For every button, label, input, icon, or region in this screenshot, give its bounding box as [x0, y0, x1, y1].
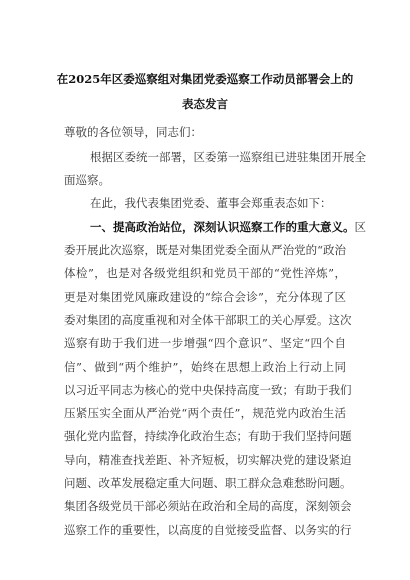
section-1-first-line — [90, 219, 366, 235]
paragraph-1-line-1: 根据区委统一部署，区委第一巡察组已进驻集团开展全 — [90, 150, 366, 164]
paragraph-2: 在此，我代表集团党委、董事会郑重表态如下： — [90, 196, 332, 210]
section-1-line: 导向，精准查找差距、补齐短板，切实解决党的建设紧迫 — [64, 453, 352, 467]
section-1-line: 强化党内监督，持续净化政治生态；有助于我们坚持问题 — [64, 429, 352, 443]
section-1-line: 巡察工作的重要性，以高度的自觉接受监督、以务实的行 — [64, 523, 352, 537]
section-1-line: 问题、改革发展稳定重大问题、职工群众急难愁盼问题。 — [64, 476, 352, 490]
salutation: 尊敬的各位领导，同志们： — [64, 125, 202, 139]
section-1-line: 压紧压实全面从严治党“两个责任”，规范党内政治生活 — [64, 406, 346, 420]
section-1-line: 集团各级党员干部必须站在政治和全局的高度，深刻领会 — [64, 499, 352, 513]
section-1-line: 委开展此次巡察，既是对集团党委全面从严治党的“政治 — [64, 243, 346, 257]
section-1-heading-tail: 区 — [354, 220, 366, 234]
document-title-line-1: 在2025年区委巡察组对集团党委巡察工作动员部署会上的 — [56, 72, 354, 86]
section-1-line: 巡察有助于我们进一步增强“四个意识”、坚定“四个自 — [64, 336, 346, 350]
section-1-line: 以习近平同志为核心的党中央保持高度一致；有助于我们 — [64, 383, 352, 397]
section-1-line: 体检”，也是对各级党组织和党员干部的“党性淬炼”， — [64, 266, 346, 280]
section-1-line: 委对集团的高度重视和对全体干部职工的关心厚爱。这次 — [64, 313, 352, 327]
section-1-line: 信”、做到“两个维护”，始终在思想上政治上行动上同 — [64, 360, 346, 374]
section-1-line: 更是对集团党风廉政建设的“综合会诊”，充分体现了区 — [64, 290, 346, 304]
document-title-line-2: 表态发言 — [182, 97, 228, 111]
section-1-heading: 一、提高政治站位，深刻认识巡察工作的重大意义。 — [90, 220, 355, 234]
paragraph-1-line-2: 面巡察。 — [64, 173, 110, 187]
